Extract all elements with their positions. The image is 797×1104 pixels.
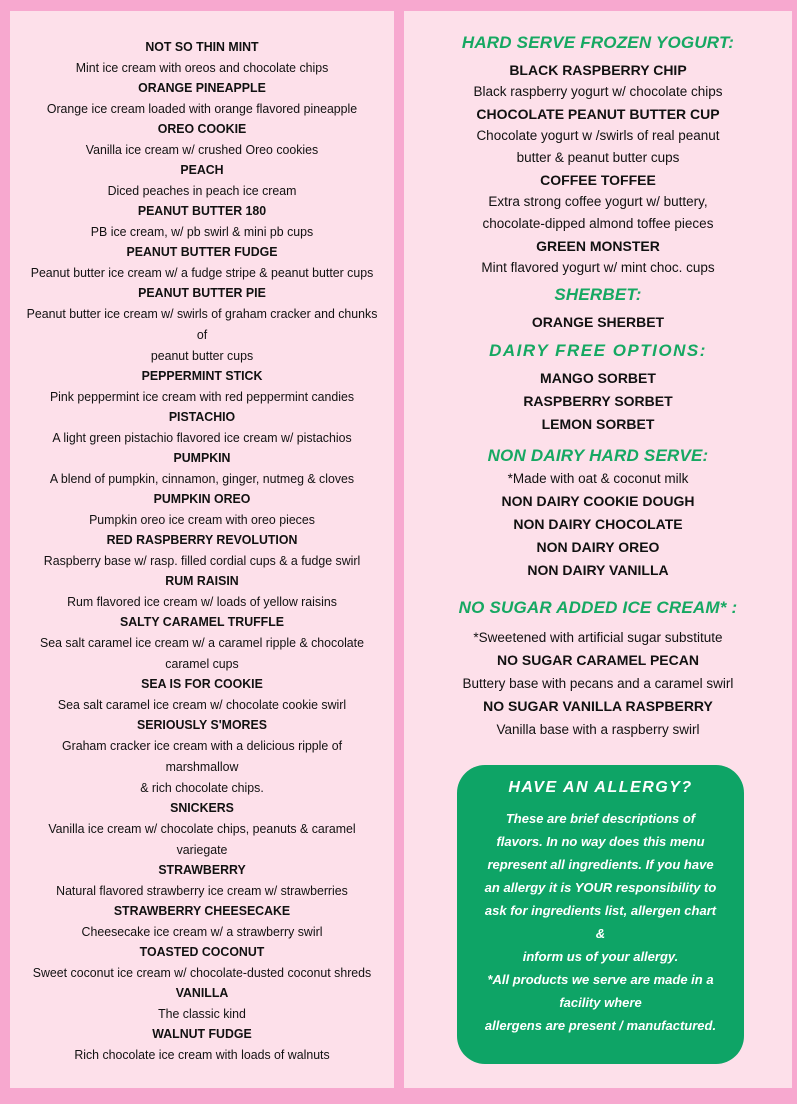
- flavor-name: SEA IS FOR COOKIE: [141, 676, 263, 691]
- flavor-description: Cheesecake ice cream w/ a strawberry swirl: [81, 924, 323, 939]
- flavor-name: NOT SO THIN MINT: [145, 39, 259, 54]
- flavor-entry: [10, 860, 394, 901]
- flavor-entry: [10, 983, 394, 1024]
- flavor-name: PEANUT BUTTER 180: [137, 203, 267, 218]
- dairy-free-item: MANGO SORBET: [540, 370, 656, 386]
- flavor-description: Pink peppermint ice cream with red peppermint candies: [49, 389, 355, 404]
- allergy-text: [457, 807, 744, 1037]
- flavor-description: Raspberry base w/ rasp. filled cordial cups & a fudge swirl: [43, 553, 361, 568]
- right-column: [404, 33, 792, 741]
- flavor-description: PB ice cream, w/ pb swirl & mini pb cups: [90, 224, 314, 239]
- flavor-description: Sea salt caramel ice cream w/ a caramel ripple & chocolate: [39, 635, 364, 650]
- flavor-entry: [10, 901, 394, 942]
- flavor-entry: [10, 448, 394, 489]
- flavor-description: Vanilla ice cream w/ chocolate chips, peanuts & caramel variegate: [48, 821, 356, 857]
- flavor-name: STRAWBERRY: [158, 862, 246, 877]
- flavor-description: A light green pistachio flavored ice cream w/ pistachios: [52, 430, 352, 445]
- flavor-description: The classic kind: [158, 1006, 246, 1021]
- flavor-name: VANILLA: [175, 985, 229, 1000]
- flavor-description: Orange ice cream loaded with orange flavored pineapple: [46, 101, 358, 116]
- frozen-yogurt-description: Extra strong coffee yogurt w/ buttery,: [488, 194, 708, 209]
- flavor-entry: [10, 798, 394, 860]
- flavor-description: Sea salt caramel ice cream w/ chocolate cookie swirl: [57, 697, 347, 712]
- flavor-entry: [10, 242, 394, 283]
- flavor-name: PEANUT BUTTER PIE: [138, 285, 266, 300]
- flavor-entry: [10, 201, 394, 242]
- flavor-description: peanut butter cups: [150, 348, 254, 363]
- dairy-free-title: DAIRY FREE OPTIONS:: [489, 341, 707, 360]
- no-sugar-title: NO SUGAR ADDED ICE CREAM* :: [458, 598, 738, 617]
- non-dairy-item: NON DAIRY COOKIE DOUGH: [501, 493, 695, 509]
- flavor-name: STRAWBERRY CHEESECAKE: [113, 903, 291, 918]
- flavor-description: Pumpkin oreo ice cream with oreo pieces: [89, 512, 315, 527]
- frozen-yogurt-title: HARD SERVE FROZEN YOGURT:: [461, 33, 735, 52]
- flavor-name: WALNUT FUDGE: [152, 1026, 252, 1041]
- allergy-line: *All products we serve are made in a: [487, 972, 714, 987]
- flavor-name: PUMPKIN: [173, 450, 231, 465]
- no-sugar-section: [404, 598, 792, 741]
- flavor-entry: [10, 571, 394, 612]
- sherbet-title: SHERBET:: [554, 285, 642, 304]
- flavor-name: RUM RAISIN: [165, 573, 239, 588]
- non-dairy-item: NON DAIRY VANILLA: [527, 562, 669, 578]
- no-sugar-item-name: NO SUGAR CARAMEL PECAN: [497, 652, 699, 668]
- flavor-description: Peanut butter ice cream w/ swirls of graham cracker and chunks of: [26, 306, 378, 342]
- flavor-entry: [10, 674, 394, 715]
- flavor-entry: [10, 366, 394, 407]
- flavor-description: Peanut butter ice cream w/ a fudge stripe & peanut butter cups: [30, 265, 374, 280]
- dairy-free-item: LEMON SORBET: [541, 416, 655, 432]
- flavor-entry: [10, 119, 394, 160]
- flavor-description: Vanilla ice cream w/ crushed Oreo cookies: [85, 142, 319, 157]
- flavor-entry: [10, 37, 394, 78]
- sherbet-section: [404, 285, 792, 333]
- flavor-entry: [10, 489, 394, 530]
- flavor-name: TOASTED COCONUT: [139, 944, 265, 959]
- frozen-yogurt-description: Chocolate yogurt w /swirls of real peanut: [476, 128, 720, 143]
- flavor-name: RED RASPBERRY REVOLUTION: [106, 532, 298, 547]
- flavor-description: Mint ice cream with oreos and chocolate chips: [75, 60, 329, 75]
- non-dairy-note: *Made with oat & coconut milk: [507, 471, 689, 486]
- dairy-free-section: [404, 341, 792, 436]
- flavor-description: Rich chocolate ice cream with loads of walnuts: [74, 1047, 330, 1062]
- flavor-description: & rich chocolate chips.: [140, 780, 264, 795]
- frozen-yogurt-description: butter & peanut butter cups: [516, 150, 680, 165]
- flavor-entry: [10, 407, 394, 448]
- flavor-description: A blend of pumpkin, cinnamon, ginger, nutmeg & cloves: [49, 471, 355, 486]
- frozen-yogurt-description: Mint flavored yogurt w/ mint choc. cups: [481, 260, 715, 275]
- flavor-description: Natural flavored strawberry ice cream w/ strawberries: [56, 883, 348, 898]
- dairy-free-item: RASPBERRY SORBET: [523, 393, 673, 409]
- flavor-name: PEANUT BUTTER FUDGE: [126, 244, 278, 259]
- flavor-name: OREO COOKIE: [157, 121, 247, 136]
- flavor-description: Graham cracker ice cream with a delicious ripple of marshmallow: [61, 738, 343, 774]
- allergy-line: allergens are present / manufactured.: [484, 1018, 717, 1033]
- flavor-name: PEPPERMINT STICK: [141, 368, 263, 383]
- no-sugar-item-desc: Buttery base with pecans and a caramel swirl: [462, 676, 734, 691]
- non-dairy-section: [404, 446, 792, 582]
- allergy-notice-box: [457, 765, 744, 1064]
- allergy-line: ask for ingredients list, allergen chart: [484, 903, 717, 918]
- flavor-entry: [10, 160, 394, 201]
- allergy-line: inform us of your allergy.: [522, 949, 679, 964]
- flavor-entry: [10, 283, 394, 366]
- no-sugar-item-desc: Vanilla base with a raspberry swirl: [496, 722, 700, 737]
- allergy-line: flavors. In no way does this menu: [496, 834, 705, 849]
- allergy-line: facility where: [559, 995, 642, 1010]
- flavor-entry: [10, 1024, 394, 1065]
- allergy-line: These are brief descriptions of: [505, 811, 696, 826]
- allergy-line: an allergy it is YOUR responsibility to: [484, 880, 717, 895]
- frozen-yogurt-description: Black raspberry yogurt w/ chocolate chips: [473, 84, 723, 99]
- flavor-description: Sweet coconut ice cream w/ chocolate-dusted coconut shreds: [32, 965, 372, 980]
- flavor-entry: [10, 612, 394, 674]
- no-sugar-item-name: NO SUGAR VANILLA RASPBERRY: [483, 698, 713, 714]
- flavor-name: PISTACHIO: [168, 409, 236, 424]
- flavor-entry: [10, 78, 394, 119]
- flavor-description: Diced peaches in peach ice cream: [107, 183, 297, 198]
- flavor-description: Rum flavored ice cream w/ loads of yellow raisins: [67, 594, 337, 609]
- sherbet-item: ORANGE SHERBET: [531, 314, 665, 330]
- frozen-yogurt-description: chocolate-dipped almond toffee pieces: [482, 216, 714, 231]
- allergy-line: represent all ingredients. If you have: [487, 857, 714, 872]
- flavor-name: SERIOUSLY S'MORES: [137, 717, 267, 732]
- allergy-title: HAVE AN ALLERGY?: [508, 779, 693, 796]
- flavor-name: ORANGE PINEAPPLE: [138, 80, 266, 95]
- frozen-yogurt-name: BLACK RASPBERRY CHIP: [509, 62, 687, 78]
- non-dairy-item: NON DAIRY OREO: [536, 539, 660, 555]
- ice-cream-flavor-list: [10, 37, 394, 1065]
- flavor-name: PUMPKIN OREO: [153, 491, 251, 506]
- flavor-name: SNICKERS: [170, 800, 234, 815]
- flavor-entry: [10, 715, 394, 798]
- non-dairy-title: NON DAIRY HARD SERVE:: [487, 446, 709, 465]
- allergy-line: &: [595, 926, 606, 941]
- flavor-entry: [10, 530, 394, 571]
- flavor-name: SALTY CARAMEL TRUFFLE: [120, 614, 284, 629]
- frozen-yogurt-section: [404, 33, 792, 279]
- frozen-yogurt-name: CHOCOLATE PEANUT BUTTER CUP: [476, 106, 720, 122]
- flavor-entry: [10, 942, 394, 983]
- frozen-yogurt-name: COFFEE TOFFEE: [540, 172, 656, 188]
- frozen-yogurt-name: GREEN MONSTER: [536, 238, 660, 254]
- flavor-name: PEACH: [180, 162, 224, 177]
- no-sugar-note: *Sweetened with artificial sugar substitute: [473, 630, 723, 645]
- flavor-description: caramel cups: [165, 656, 239, 671]
- non-dairy-item: NON DAIRY CHOCOLATE: [513, 516, 683, 532]
